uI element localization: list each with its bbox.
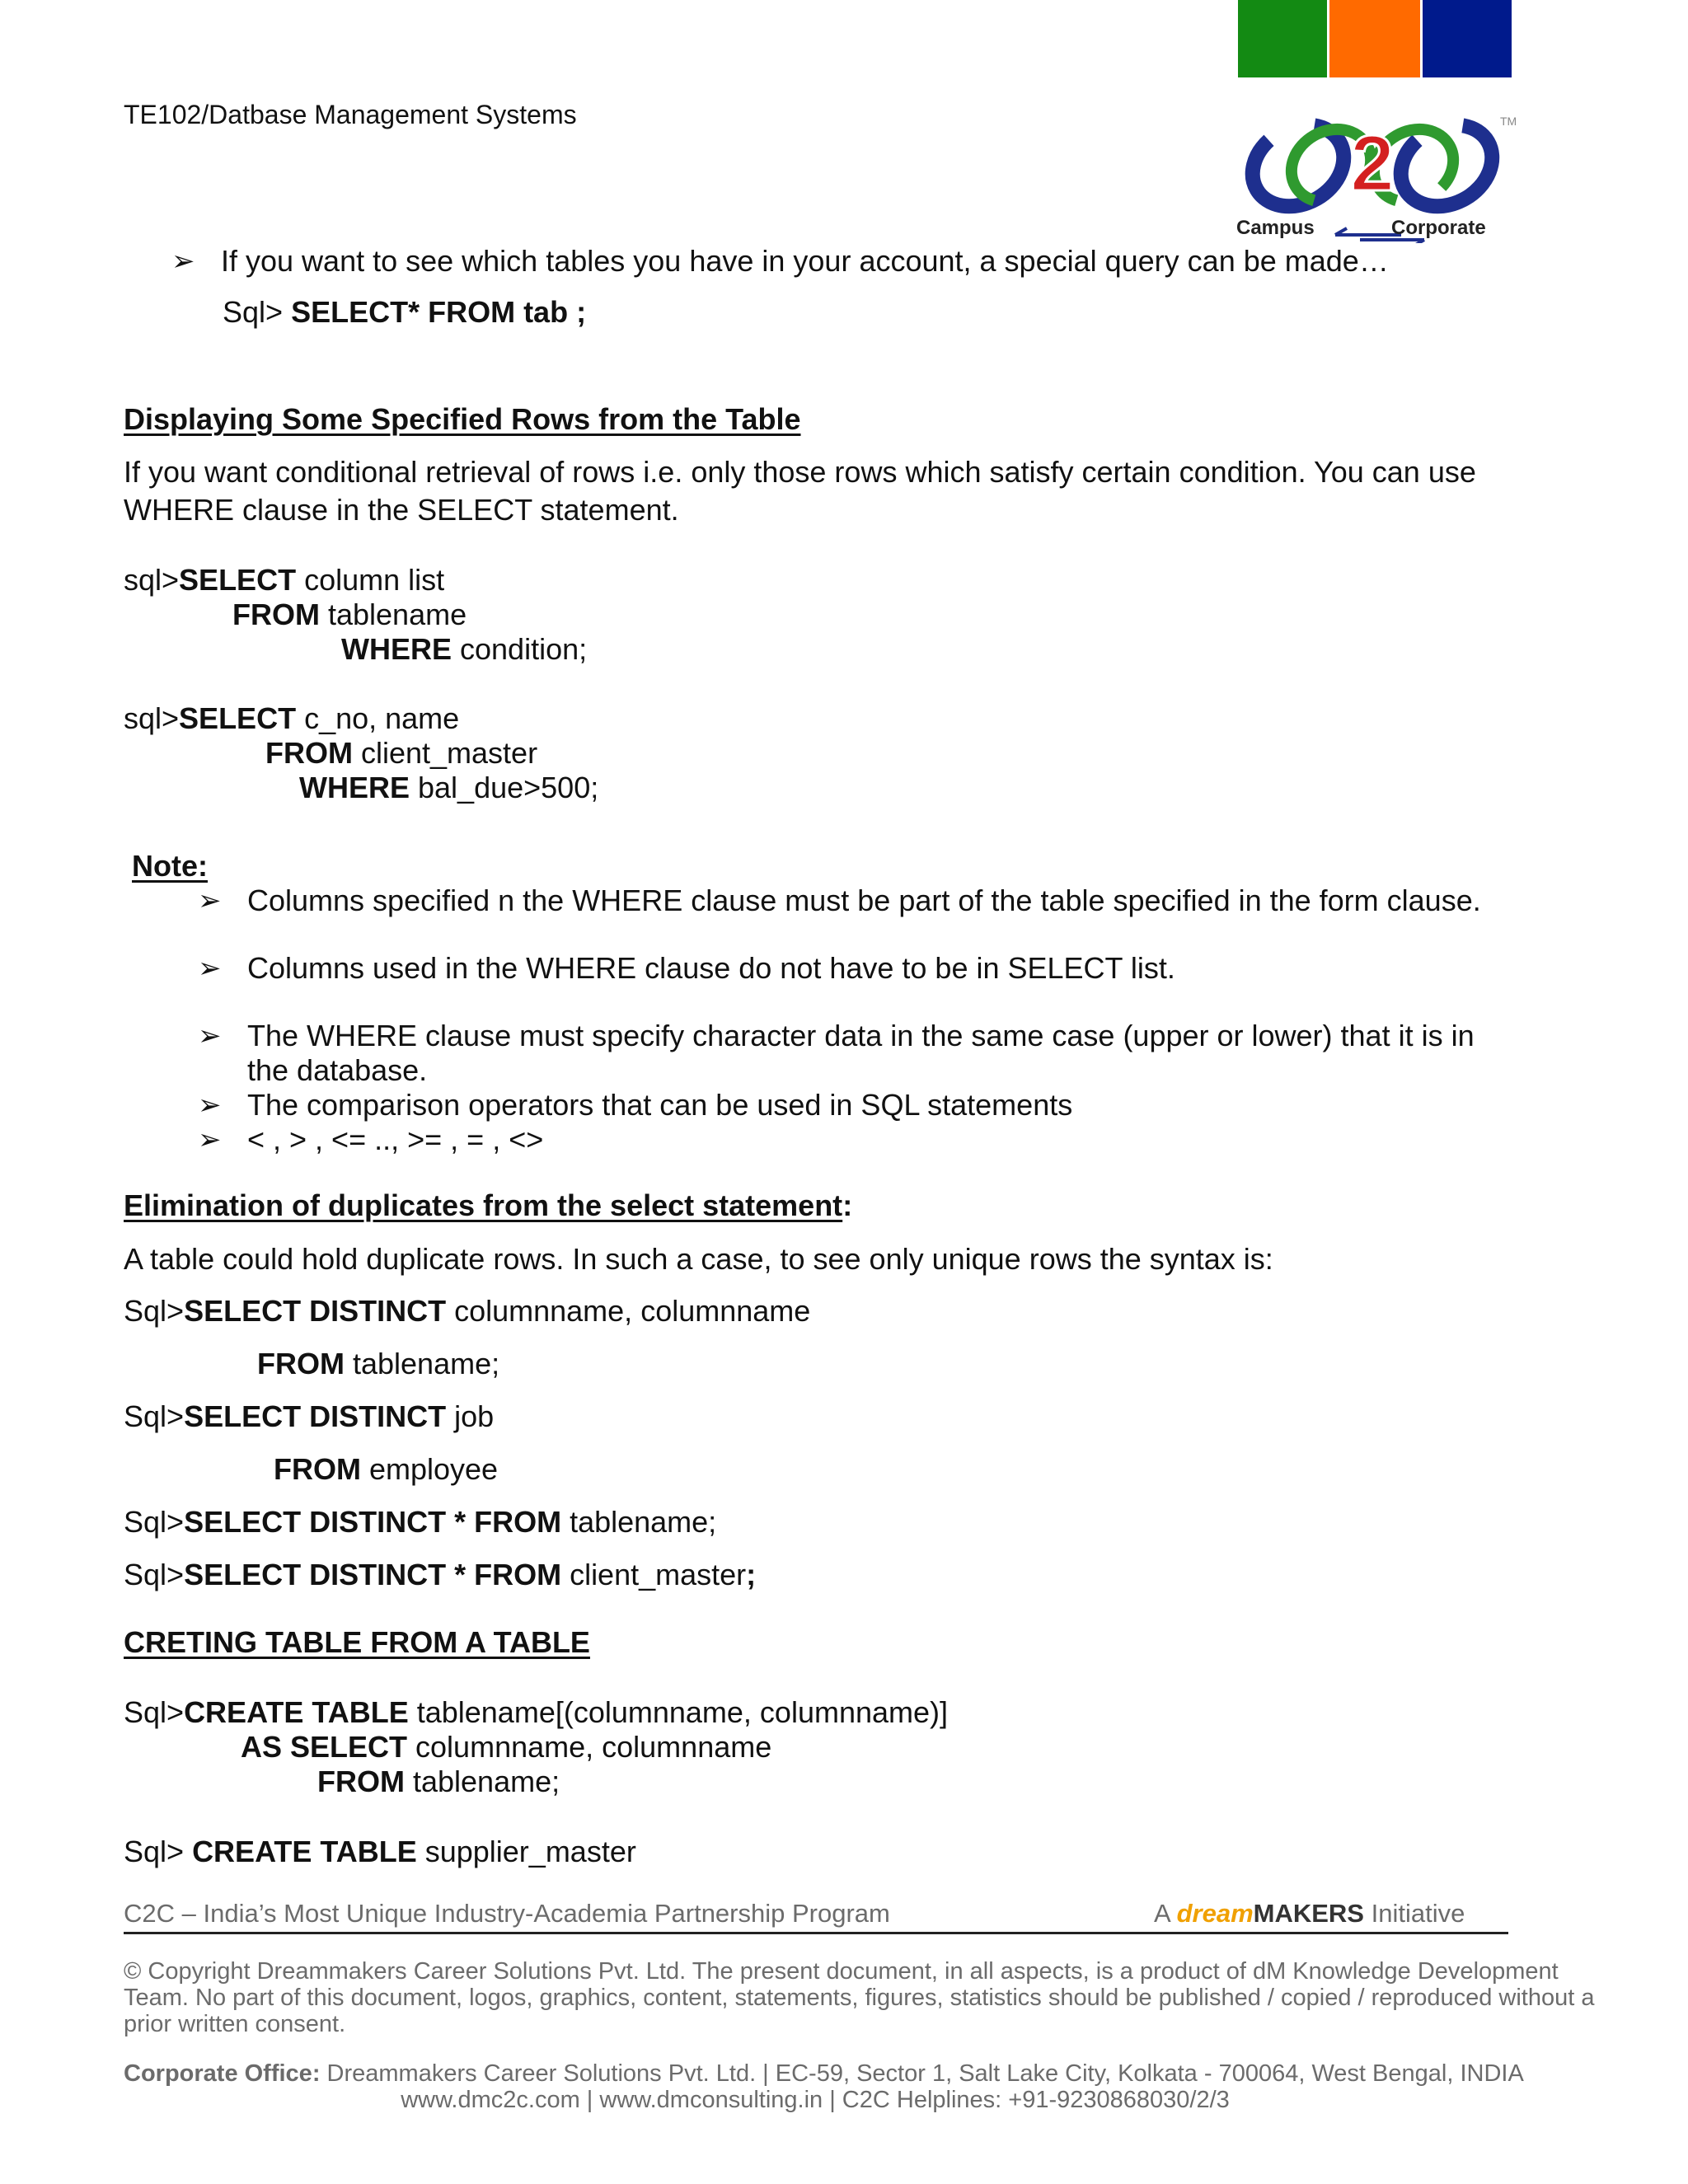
distinct-line-2: FROM tablename;	[257, 1347, 500, 1380]
syntax-line-2: FROM tablename	[232, 598, 467, 631]
bullet-arrow-icon: ➢	[198, 1124, 222, 1155]
copyright-line-2: Team. No part of this document, logos, graphics, content, statements, figures, statistics should be published / copied / reproduced without a	[124, 1985, 1595, 2011]
syntax-line-1: sql>SELECT column list	[124, 563, 445, 597]
green-bar	[1238, 0, 1327, 77]
section2-para: A table could hold duplicate rows. In such a case, to see only unique rows the syntax is:	[124, 1242, 1273, 1276]
footer-tagline: C2C – India’s Most Unique Industry-Academia Partnership Program	[124, 1899, 890, 1928]
example-line-1: sql>SELECT c_no, name	[124, 701, 460, 735]
bullet-arrow-icon: ➢	[198, 953, 222, 984]
trademark-mark: TM	[1500, 115, 1517, 128]
note-item-3-cont: the database.	[247, 1053, 428, 1087]
logo-corporate-label: Corporate	[1391, 217, 1486, 239]
section-heading-create-table: CRETING TABLE FROM A TABLE	[124, 1625, 590, 1659]
intro-text: If you want to see which tables you have in your account, a special query can be made…	[221, 244, 1389, 278]
distinct-line-1: Sql>SELECT DISTINCT columnname, columnname	[124, 1294, 811, 1328]
corporate-office: Corporate Office: Dreammakers Career Solutions Pvt. Ltd. | EC-59, Sector 1, Salt Lake City, Kolkata - 700064, West Bengal, INDIA	[124, 2060, 1524, 2087]
code-prefix: Sql>	[223, 295, 292, 329]
note-item-2: Columns used in the WHERE clause do not have to be in SELECT list.	[247, 951, 1175, 985]
create-line-3: FROM tablename;	[317, 1765, 560, 1798]
orange-bar	[1329, 0, 1420, 77]
distinct-line-5: Sql>SELECT DISTINCT * FROM tablename;	[124, 1505, 717, 1539]
note-item-4: The comparison operators that can be used in SQL statements	[247, 1088, 1073, 1122]
example-line-3: WHERE bal_due>500;	[299, 771, 599, 804]
copyright-line-1: © Copyright Dreammakers Career Solutions Pvt. Ltd. The present document, in all aspects, is a product of dM Knowledge Development	[124, 1958, 1559, 1985]
logo-campus-label: Campus	[1236, 217, 1315, 239]
note-item-3: The WHERE clause must specify character data in the same case (upper or lower) that it is in	[247, 1019, 1475, 1052]
footer-links: www.dmc2c.com | www.dmconsulting.in | C2C Helplines: +91-9230868030/2/3	[401, 2087, 1230, 2113]
syntax-line-3: WHERE condition;	[341, 632, 588, 666]
footer-initiative: A dreamMAKERS Initiative	[1154, 1899, 1465, 1928]
bullet-arrow-icon: ➢	[171, 246, 195, 277]
create-line-2: AS SELECT columnname, columnname	[241, 1730, 772, 1764]
course-title: TE102/Datbase Management Systems	[124, 100, 577, 129]
c2c-logo	[1236, 111, 1521, 243]
copyright-line-3: prior written consent.	[124, 2011, 346, 2037]
makers-brand: MAKERS	[1253, 1899, 1364, 1928]
navy-bar	[1423, 0, 1512, 77]
distinct-line-6: Sql>SELECT DISTINCT * FROM client_master;	[124, 1558, 757, 1591]
code-keyword: SELECT* FROM tab ;	[291, 295, 587, 329]
intro-code	[223, 295, 586, 330]
bullet-arrow-icon: ➢	[198, 885, 222, 916]
create-line-4: Sql> CREATE TABLE supplier_master	[124, 1835, 636, 1868]
dream-brand: dream	[1176, 1899, 1254, 1928]
distinct-line-3: Sql>SELECT DISTINCT job	[124, 1399, 495, 1433]
note-label: Note:	[132, 849, 208, 883]
example-line-2: FROM client_master	[265, 736, 538, 770]
note-item-5: < , > , <= .., >= , = , <>	[247, 1122, 544, 1156]
section-heading-duplicates: Elimination of duplicates from the select statement:	[124, 1188, 853, 1222]
footer-divider	[124, 1932, 1508, 1934]
brand-color-bars	[1238, 0, 1510, 77]
bullet-arrow-icon: ➢	[198, 1020, 222, 1052]
distinct-line-4: FROM employee	[274, 1452, 499, 1486]
section1-para-line2: WHERE clause in the SELECT statement.	[124, 493, 679, 527]
section-heading-specified-rows: Displaying Some Specified Rows from the Table	[124, 402, 801, 436]
svg-text:2: 2	[1350, 120, 1395, 208]
create-line-1: Sql>CREATE TABLE tablename[(columnname, columnname)]	[124, 1695, 949, 1729]
note-item-1: Columns specified n the WHERE clause must be part of the table specified in the form clause.	[247, 883, 1481, 917]
bullet-arrow-icon: ➢	[198, 1090, 222, 1121]
section1-para-line1: If you want conditional retrieval of rows i.e. only those rows which satisfy certain condition. You can use	[124, 455, 1476, 489]
